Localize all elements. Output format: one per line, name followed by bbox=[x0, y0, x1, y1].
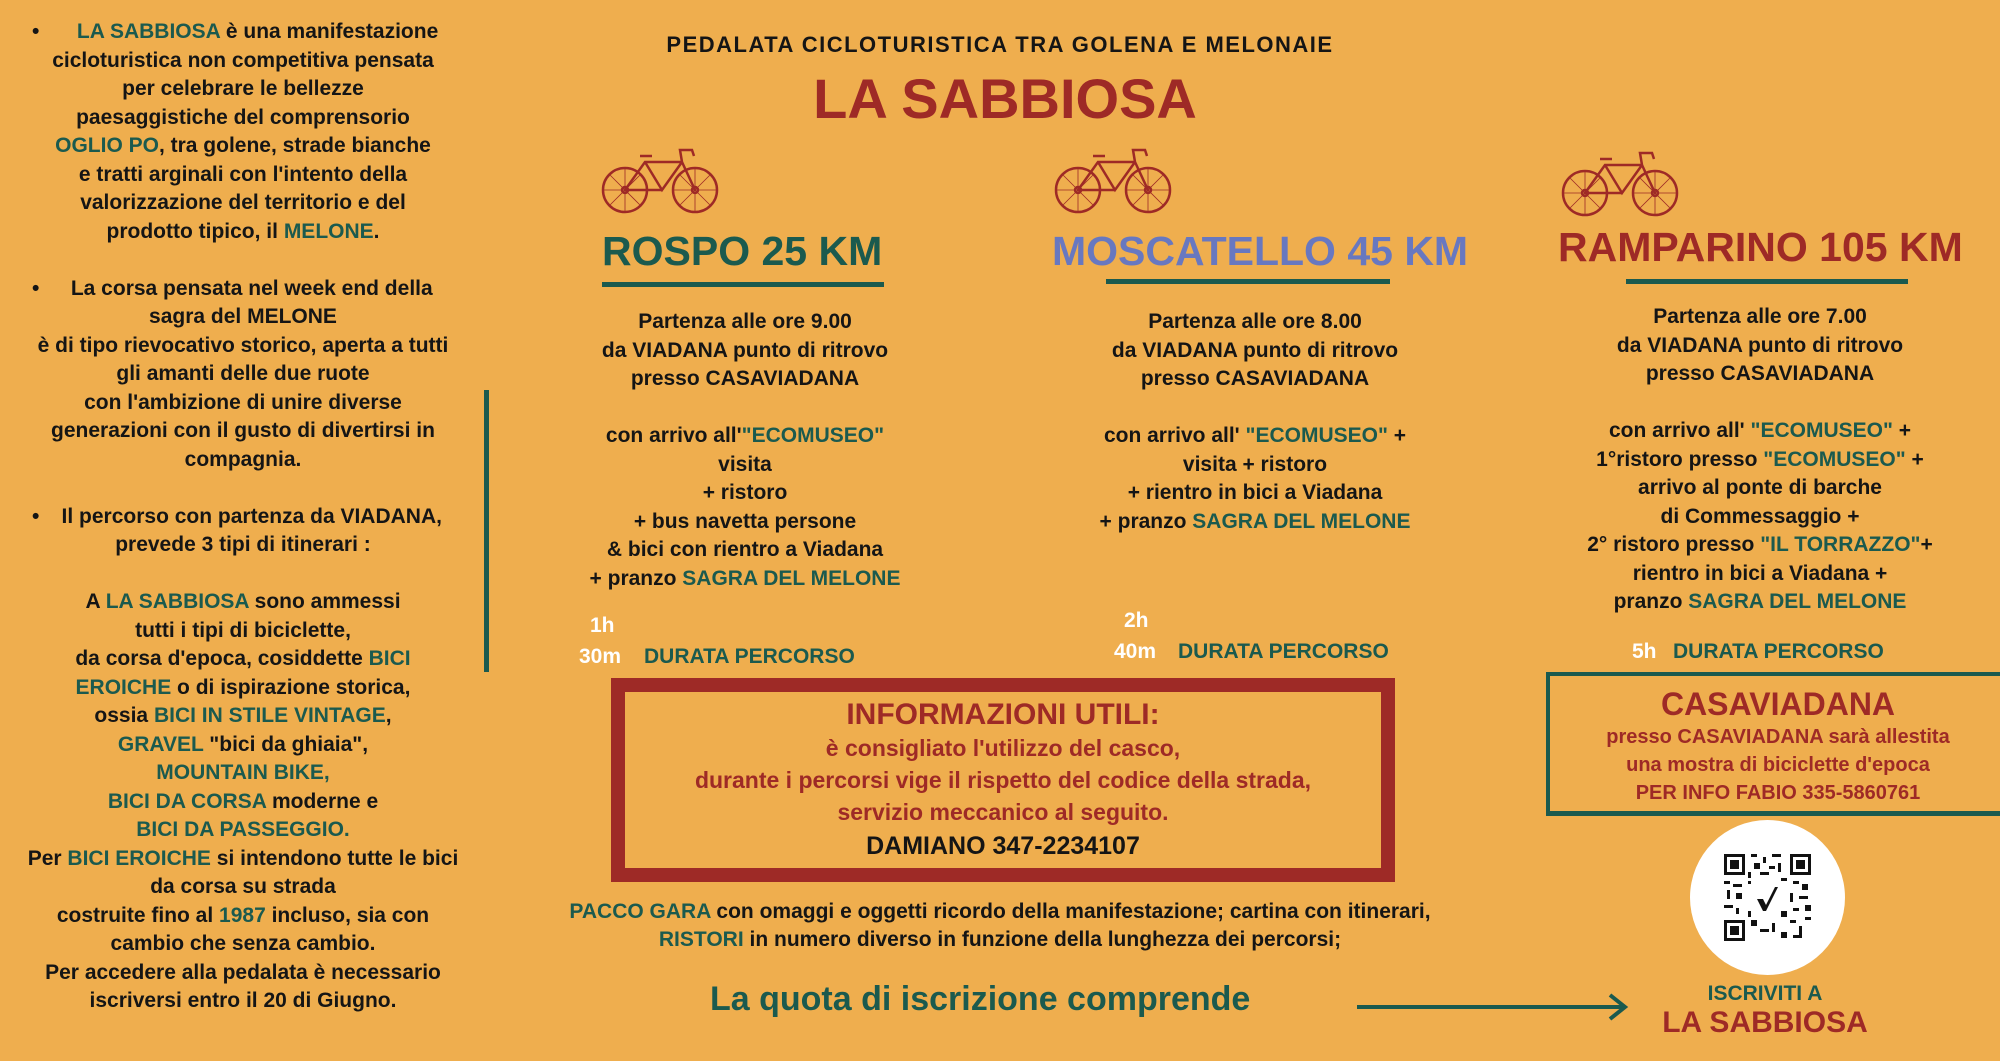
casa-line: una mostra di biciclette d'epoca bbox=[1626, 754, 1930, 776]
event-subtitle: PEDALATA CICLOTURISTICA TRA GOLENA E MELONAIE bbox=[666, 32, 1334, 57]
route-rospo-description: Partenza alle ore 9.00 da VIADANA punto di ritrovo presso CASAVIADANA con arrivo all'"ECOMUSEO" visita + ristoro + bus navetta persone & bici con rientro a Viadana + pranzo SAGRA DEL MELONE bbox=[589, 310, 901, 590]
event-title: LA SABBIOSA bbox=[813, 67, 1197, 130]
route-moscatello-name: MOSCATELLO 45 KM bbox=[1052, 228, 1469, 274]
route-rospo-name: ROSPO 25 KM bbox=[602, 228, 883, 274]
signup-line-1: ISCRIVITI A bbox=[1707, 982, 1823, 1005]
casa-title: CASAVIADANA bbox=[1660, 686, 1896, 722]
route-moscatello-underline bbox=[1106, 279, 1390, 284]
info-title: INFORMAZIONI UTILI: bbox=[846, 698, 1160, 731]
route-moscatello-description: Partenza alle ore 8.00 da VIADANA punto di ritrovo presso CASAVIADANA con arrivo all' "ECOMUSEO" + visita + ristoro + rientro in bici a Viadana + pranzo SAGRA DEL MELONE bbox=[1099, 310, 1411, 533]
intro-column: • LA SABBIOSA è una manifestazione cicloturistica non competitiva pensata per celebrare le bellezze paesaggistiche del comprensorio OGLIO PO, tra golene, strade bianche e tratti arginali con l'intento della valorizzazione del territorio e del prodotto tipico, il MELONE. • La corsa pensata nel week end della sagra del MELONE è di tipo rievocativo storico, aperta a tutti gli amanti delle due ruote con l'ambizione di unire diverse generazioni con il gusto di divertirsi in compagnia. • Il percorso con partenza da VIADANA, prevede 3 tipi di itinerari : A LA SABBIOSA sono ammessi tutti i tipi di biciclette, da corsa d'epoca, cosiddette BICI EROICHE o di ispirazione storica, ossia BICI IN STILE VINTAGE, GRAVEL "bici da ghiaia", MOUNTAIN BIKE, BICI DA CORSA moderne e BICI DA PASSEGGIO. Per BICI EROICHE si intendono tutte le bici da corsa su strada costruite fino al 1987 incluso, sia con cambio che senza cambio. Per accedere alla pedalata è necessario iscriversi entro il 20 di Giugno. bbox=[27, 20, 459, 1012]
route-rospo-duration-hours: 1h bbox=[590, 614, 615, 637]
route-moscatello-duration-minutes: 40m bbox=[1114, 640, 1157, 663]
casaviadana-box bbox=[1546, 672, 2000, 816]
arrow-right-icon bbox=[1355, 992, 1635, 1022]
info-contact: DAMIANO 347-2234107 bbox=[866, 832, 1140, 860]
route-moscatello-duration-hours: 2h bbox=[1124, 609, 1149, 632]
divider-line bbox=[484, 390, 489, 672]
route-ramparino-duration-hours: 5h bbox=[1632, 640, 1657, 663]
fee-includes-heading: La quota di iscrizione comprende bbox=[710, 980, 1251, 1018]
signup-link[interactable] bbox=[1640, 982, 1890, 1040]
bicycle-icon bbox=[600, 142, 720, 221]
info-line: servizio meccanico al seguito. bbox=[837, 799, 1169, 825]
casa-contact: PER INFO FABIO 335-5860761 bbox=[1635, 782, 1921, 804]
route-ramparino-underline bbox=[1626, 279, 1908, 284]
info-line: durante i percorsi vige il rispetto del codice della strada, bbox=[694, 767, 1312, 793]
qr-code-icon[interactable] bbox=[1721, 851, 1814, 944]
route-ramparino-description: Partenza alle ore 7.00 da VIADANA punto di ritrovo presso CASAVIADANA con arrivo all' "ECOMUSEO" + 1°ristoro presso "ECOMUSEO" + arrivo al ponte di barche di Commessaggio + 2° ristoro presso "IL TORRAZZO"+ rientro in bici a Viadana + pranzo SAGRA DEL MELONE bbox=[1587, 305, 1933, 613]
route-rospo-duration-label: DURATA PERCORSO bbox=[644, 645, 855, 668]
package-info: PACCO GARA con omaggi e oggetti ricordo della manifestazione; cartina con itinerari, RISTORI in numero diverso in funzione della lunghezza dei percorsi; bbox=[569, 900, 1431, 951]
route-rospo-underline bbox=[602, 282, 884, 287]
casa-line: presso CASAVIADANA sarà allestita bbox=[1606, 726, 1950, 748]
route-ramparino-duration-label: DURATA PERCORSO bbox=[1673, 640, 1884, 663]
info-line: è consigliato l'utilizzo del casco, bbox=[825, 735, 1181, 761]
bicycle-icon bbox=[1560, 145, 1680, 224]
route-moscatello-duration-label: DURATA PERCORSO bbox=[1178, 640, 1389, 663]
qr-code-badge[interactable] bbox=[1690, 820, 1845, 975]
route-ramparino-name: RAMPARINO 105 KM bbox=[1558, 224, 1963, 270]
signup-line-2: LA SABBIOSA bbox=[1662, 1006, 1868, 1039]
bicycle-icon bbox=[1053, 142, 1173, 221]
useful-info-box bbox=[611, 678, 1395, 882]
route-rospo-duration-minutes: 30m bbox=[579, 645, 622, 668]
